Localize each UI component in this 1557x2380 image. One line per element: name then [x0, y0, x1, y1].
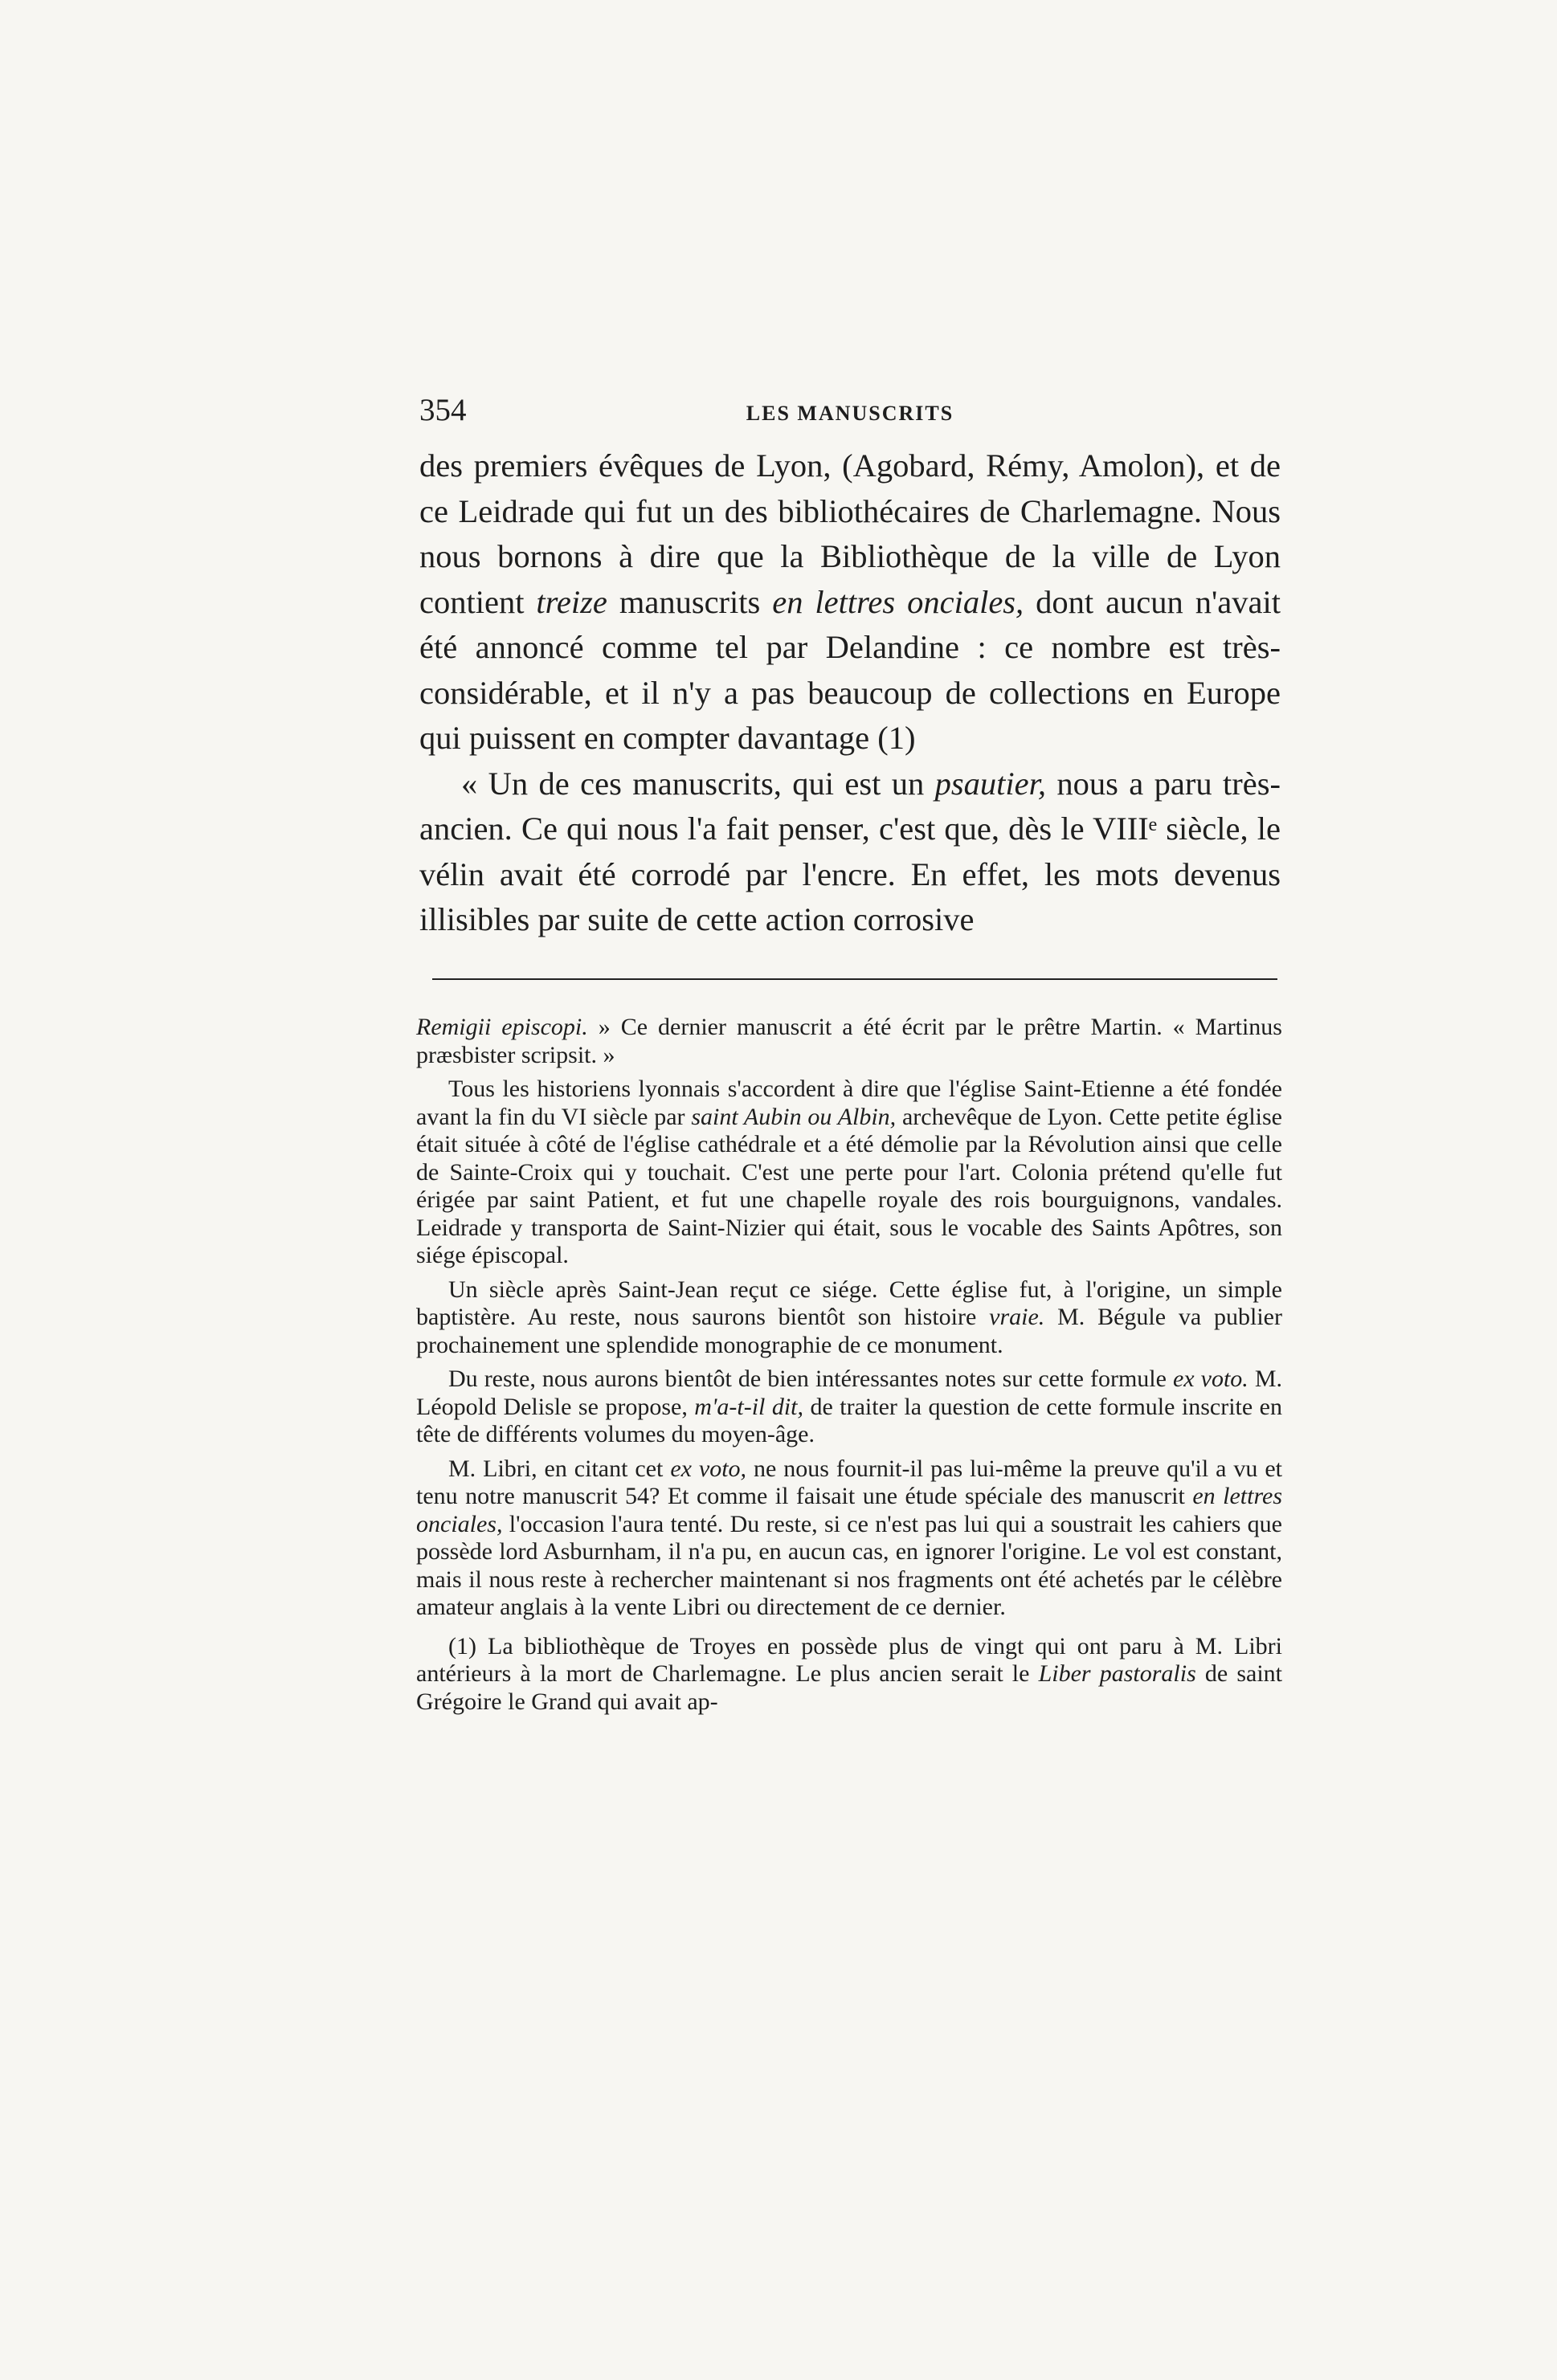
- text-run: l'occasion l'aura tenté. Du reste, si ce n'est pas lui qui a soustrait les cahiers que possède lord Asburnham, il n'a pu, en aucun cas, en ignorer l'origine. Le vol est constant, mais il nous reste à rechercher maintenant si nos fragments ont été achetés par le célèbre amateur anglais à la vente Libri ou directement de ce dernier.: [416, 1510, 1282, 1620]
- footnote-separator: [432, 978, 1277, 980]
- text-run: M. Libri, en citant cet: [448, 1455, 671, 1482]
- text-run: Tous les historiens lyonnais s'accordent à dire que l'église Saint-Etienne a été fondée avant la fin du VI siècle par: [416, 1076, 1282, 1130]
- main-text: [419, 443, 1281, 943]
- text-run: « Un de ces manuscrits, qui est un: [461, 765, 935, 802]
- text-run: nous a paru très-ancien. Ce qui nous l'a fait penser, c'est que, dès le VIIIᵉ siècle, le vélin avait été corrodé par l'encre. En effet, les mots devenus illisibles par suite de cette action corrosive: [419, 765, 1281, 937]
- italic-run: vraie.: [989, 1304, 1045, 1330]
- text-run: (1) La bibliothèque de Troyes en possède plus de vingt qui ont paru à M. Libri antérieurs à la mort de Charlemagne. Le plus ancien serait le: [416, 1632, 1282, 1687]
- running-head: LES MANUSCRITS: [746, 402, 954, 425]
- page-number: 354: [419, 393, 467, 427]
- italic-run: en lettres onciales,: [416, 1483, 1282, 1537]
- text-run: Un siècle après Saint-Jean reçut ce siége. Cette église fut, à l'origine, un simple baptistère. Au reste, nous saurons bientôt son histoire: [416, 1276, 1282, 1330]
- note-paragraph: [416, 1076, 1282, 1270]
- text-run: M. Léopold Delisle se propose,: [416, 1366, 1282, 1420]
- text-run: dont aucun n'avait été annoncé comme tel par Delandine : ce nombre est très-considérable, et il n'y a pas beaucoup de collections en Europe qui puissent en compter davantage (1): [419, 583, 1281, 756]
- italic-run: ex voto,: [670, 1455, 747, 1482]
- text-run: Du reste, nous aurons bientôt de bien intéressantes notes sur cette formule: [448, 1366, 1173, 1392]
- text-run: » Ce dernier manuscrit a été écrit par le prêtre Martin. « Martinus præsbister scripsit. »: [416, 1014, 1282, 1068]
- note-paragraph: [416, 1276, 1282, 1360]
- text-run: des premiers évêques de Lyon, (Agobard, Rémy, Amolon), et de ce Leidrade qui fut un des bibliothécaires de Charlemagne. Nous nous bornons à dire que la Bibliothèque de la ville de Lyon contient: [419, 447, 1281, 620]
- text-run: manuscrits: [607, 583, 773, 620]
- text-run: M. Bégule va publier prochainement une splendide monographie de ce monument.: [416, 1304, 1282, 1358]
- page-header: [419, 392, 1281, 432]
- footnotes: [416, 1014, 1282, 1722]
- note-paragraph: [416, 1366, 1282, 1449]
- italic-run: m'a-t-il dit,: [694, 1393, 804, 1420]
- footnote-1: [416, 1633, 1282, 1717]
- text-run: archevêque de Lyon. Cette petite église était située à côté de l'église cathédrale et a été démolie par la Révolution ainsi que celle de Sainte-Croix qui y touchait. C'est une perte pour l'art. Colonia prétend qu'elle fut érigée par saint Patient, et fut une chapelle royale des rois bourguignons, vandales. Leidrade y transporta de Saint-Nizier qui était, sous le vocable des Saints Apôtres, son siége épiscopal.: [416, 1103, 1282, 1268]
- note-paragraph: [416, 1455, 1282, 1622]
- italic-run: saint Aubin ou Albin,: [691, 1103, 897, 1130]
- italic-run: en lettres onciales,: [772, 583, 1024, 620]
- italic-run: Liber pastoralis: [1038, 1660, 1196, 1687]
- body-paragraph: [419, 761, 1281, 943]
- italic-run: treize: [536, 583, 607, 620]
- text-run: ne nous fournit-il pas lui-même la preuve qu'il a vu et tenu notre manuscrit 54? Et comme il faisait une étude spéciale des manuscrit: [416, 1455, 1283, 1509]
- italic-run: psautier,: [934, 765, 1047, 802]
- text-run: de traiter la question de cette formule inscrite en tête de différents volumes du moyen-âge.: [416, 1393, 1282, 1447]
- body-paragraph: [419, 443, 1281, 761]
- note-paragraph: [416, 1014, 1282, 1069]
- italic-run: Remigii episcopi.: [416, 1014, 588, 1040]
- text-run: de saint Grégoire le Grand qui avait ap-: [416, 1660, 1282, 1715]
- italic-run: ex voto.: [1172, 1366, 1248, 1392]
